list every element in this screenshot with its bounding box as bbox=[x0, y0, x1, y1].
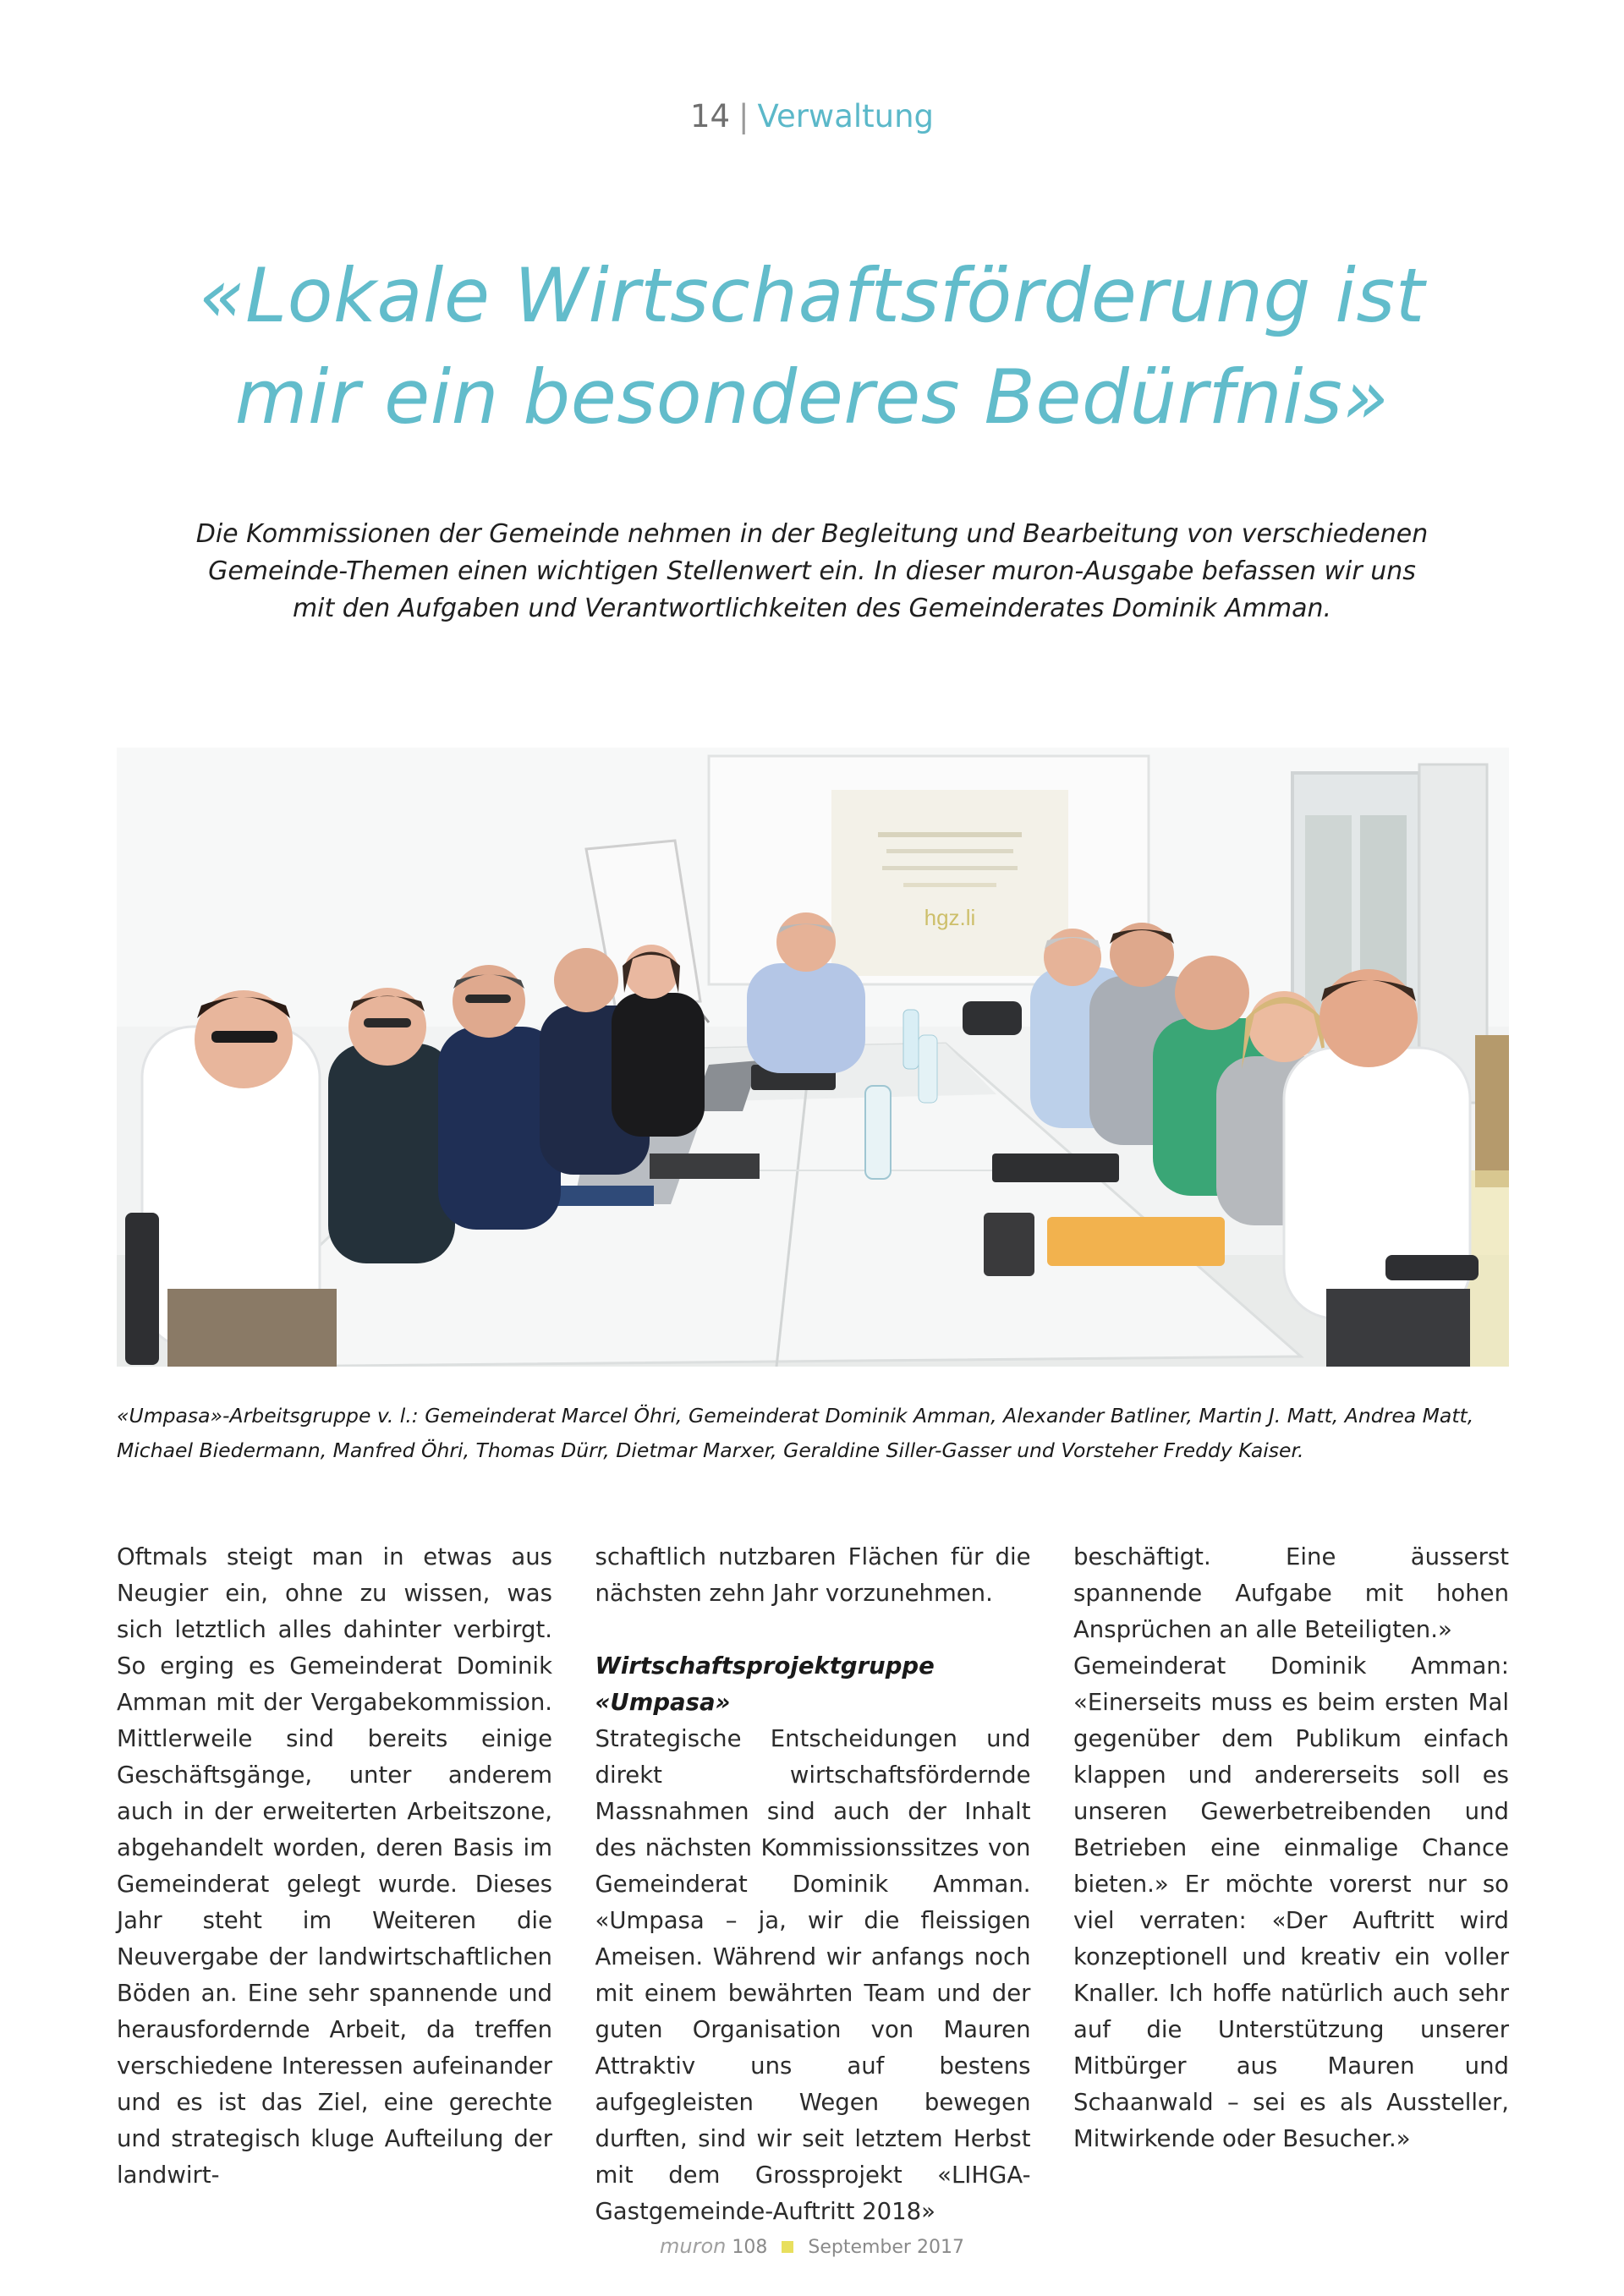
body-column-3 bbox=[1073, 1539, 1509, 2230]
title-line-2: mir ein besonderes Bedürfnis» bbox=[234, 353, 1390, 441]
paragraph: beschäftigt. Eine äusserst spannende Aufgabe mit hohen Ansprüchen an alle Beteiligten.» bbox=[1073, 1543, 1509, 1643]
chair bbox=[1385, 1255, 1479, 1280]
paragraph: Strategische Entscheidungen und direkt wirtschaftsfördernde Massnahmen sind auch der Inhalt des nächsten Kommissionssitzes von Gemeinderat Dominik Amman. «Umpasa – ja, wir die fleissigen Ameisen. Während wir anfangs noch mit einem bewährten Team und der guten Organisation von Mauren Attraktiv uns auf bestens aufgegleisten Wegen bewegen durften, sind wir seit letztem Herbst mit dem Grossprojekt «LIHGA-Gastgemeinde-Auftritt 2018» bbox=[595, 1725, 1031, 2225]
article-lead bbox=[135, 516, 1489, 627]
subheading: Wirtschaftsprojektgruppe «Umpasa» bbox=[595, 1652, 935, 1716]
meeting-room-illustration bbox=[117, 748, 1509, 1367]
lead-line-1: Die Kommissionen der Gemeinde nehmen in der Begleitung und Bearbeitung von verschiedenen bbox=[195, 519, 1429, 549]
chair bbox=[125, 1213, 159, 1365]
header-separator: | bbox=[738, 98, 749, 134]
issue-date: September 2017 bbox=[808, 2237, 964, 2258]
photo-caption bbox=[117, 1399, 1521, 1468]
group-photo bbox=[117, 748, 1509, 1367]
page-header bbox=[0, 98, 1624, 134]
caption-line-1: «Umpasa»-Arbeitsgruppe v. l.: Gemeinderat Marcel Öhri, Gemeinderat Dominik Amman, Alexander Batliner, Martin J. Matt, Andrea Matt, bbox=[117, 1404, 1474, 1427]
magazine-name: muron bbox=[660, 2234, 727, 2258]
person-1 bbox=[142, 990, 337, 1367]
article-body bbox=[117, 1539, 1509, 2230]
lead-line-2: Gemeinde-Themen einen wichtigen Stellenwert ein. In dieser muron-Ausgabe befassen wir uns bbox=[208, 556, 1416, 586]
lead-line-3: mit den Aufgaben und Verantwortlichkeiten des Gemeinderates Dominik Amman. bbox=[292, 594, 1332, 623]
page-number: 14 bbox=[689, 98, 731, 134]
plant-pot bbox=[1475, 1035, 1509, 1187]
issue-number: 108 bbox=[732, 2237, 768, 2258]
article-title bbox=[152, 245, 1472, 448]
chair bbox=[963, 1001, 1022, 1035]
paragraph: Gemeinderat Dominik Amman: «Einerseits muss es beim ersten Mal gegenüber dem Publikum einfach klappen und andererseits soll es unseren Gewerbetreibenden und Betrieben eine einmalige Chance bieten.» Er möchte vorerst nur so viel verraten: «Der Auftritt wird konzeptionell und kreativ ein voller Knaller. Ich hoffe natürlich auch sehr auf die Unterstützung unserer Mitbürger aus Mauren und Schaanwald – sei es als Aussteller, Mitwirkende oder Besucher.» bbox=[1073, 1652, 1509, 2152]
body-column-1 bbox=[117, 1539, 552, 2230]
paragraph: Oftmals steigt man in etwas aus Neugier ein, ohne zu wissen, was sich letztlich alles dahinter verbirgt. So erging es Gemeinderat Dominik Amman mit der Vergabekommission. Mittlerweile sind bereits einige Geschäftsgänge, unter anderem auch in der erweiterten Arbeitszone, abgehandelt worden, deren Basis im Gemeinderat gelegt wurde. Dieses Jahr steht im Weiteren die Neuvergabe der landwirtschaftlichen Böden an. Eine sehr spannende und herausfordernde Arbeit, da treffen verschiedene Interessen aufeinander und es ist das Ziel, eine gerechte und strategisch kluge Aufteilung der landwirt- bbox=[117, 1543, 552, 2189]
title-line-1: «Lokale Wirtschaftsförderung ist bbox=[199, 252, 1425, 339]
paragraph: schaftlich nutzbaren Flächen für die nächsten zehn Jahr vorzunehmen. bbox=[595, 1543, 1031, 1607]
caption-line-2: Michael Biedermann, Manfred Öhri, Thomas Dürr, Dietmar Marxer, Geraldine Siller-Gasser und Vorsteher Freddy Kaiser. bbox=[117, 1438, 1304, 1462]
page-footer bbox=[0, 2234, 1624, 2258]
footer-square-icon bbox=[782, 2241, 793, 2253]
screen-text: hgz.li bbox=[924, 905, 976, 930]
body-column-2 bbox=[595, 1539, 1031, 2230]
section-name: Verwaltung bbox=[757, 98, 935, 134]
